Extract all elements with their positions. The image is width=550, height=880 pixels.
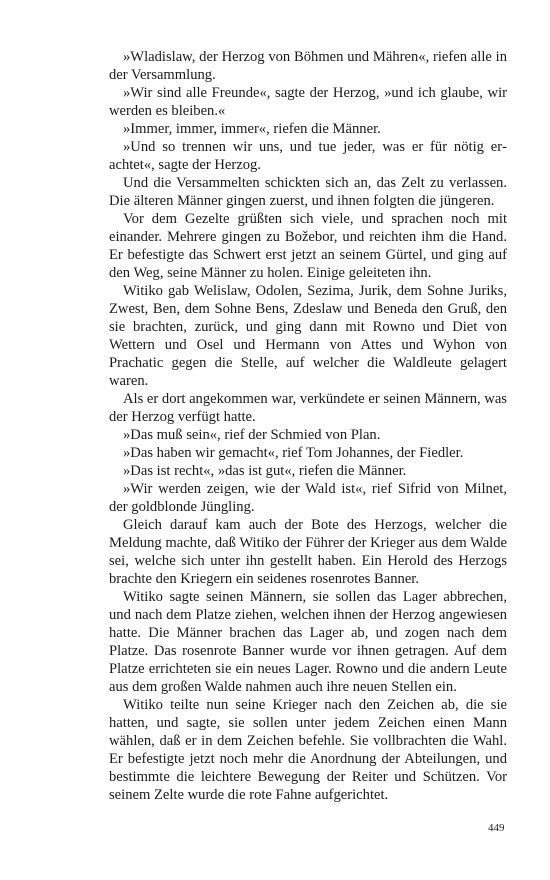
paragraph-5: Und die Versammelten schickten sich an, das Zelt zu verlassen. Die älteren Männer gingen zuerst, und ihnen folgten die jüngeren. xyxy=(109,175,507,209)
paragraph-11: »Das ist recht«, »das ist gut«, riefen die Männer. xyxy=(123,463,407,479)
paragraph-7: Witiko gab Welislaw, Odolen, Sezima, Jurik, dem Sohne Juriks, Zwest, Ben, dem Sohne Bens, Zdeslaw und Beneda den Gruß, den sie brachten, zurück, und ging dann mit Rowno und Diet von Wettern und Osel und Hermann von Attes und Wyhon von Prachatic gegen die Stelle, auf welcher die Waldleute gelagert waren. xyxy=(109,283,507,389)
paragraph-6: Vor dem Gezelte grüßten sich viele, und sprachen noch mit einander. Mehrere gingen zu Božebor, und reichten ihm die Hand. Er befestigte das Schwert erst jetzt an seinem Gürtel, und ging auf den Weg, seine Männer zu holen. Einige geleiteten ihn. xyxy=(109,211,507,281)
paragraph-12: »Wir werden zeigen, wie der Wald ist«, rief Sifrid von Milnet, der goldblonde Jüngling. xyxy=(109,481,507,515)
paragraph-8: Als er dort angekommen war, verkündete er seinen Männern, was der Herzog verfügt hatte. xyxy=(109,391,507,425)
text-block xyxy=(109,48,507,804)
paragraph-10: »Das haben wir gemacht«, rief Tom Johannes, der Fiedler. xyxy=(123,445,464,461)
paragraph-15: Witiko teilte nun seine Krieger nach den Zeichen ab, die sie hatten, und sagte, sie sollen unter jedem Zeichen einen Mann wählen, daß er in dem Zeichen befehle. Sie vollbrachten die Wahl. Er befestigte jetzt noch mehr die Anordnung der Abteilungen, und bestimmte die leichtere Bewegung der Reiter und Schützen. Vor seinem Zelte wurde die rote Fahne aufgerichtet. xyxy=(109,697,507,803)
paragraph-4: »Und so trennen wir uns, und tue jeder, was er für nötig erachtet«, sagte der Herzog. xyxy=(109,139,507,173)
page-number: 449 xyxy=(488,822,505,834)
paragraph-14: Witiko sagte seinen Männern, sie sollen das Lager abbrechen, und nach dem Platze ziehen, welchen ihnen der Herzog angewiesen hatte. Die Männer brachen das Lager ab, und zogen nach dem Platze. Das rosenrote Banner wurde vor ihnen getragen. Auf dem Platze errichteten sie ein neues Lager. Rowno und die andern Leute aus dem großen Walde nahmen auch ihre neuen Stellen ein. xyxy=(109,589,507,695)
paragraph-9: »Das muß sein«, rief der Schmied von Plan. xyxy=(123,427,381,443)
paragraph-1: »Wladislaw, der Herzog von Böhmen und Mähren«, riefen alle in der Versammlung. xyxy=(109,49,507,83)
page-body xyxy=(109,48,507,804)
paragraph-3: »Immer, immer, immer«, riefen die Männer. xyxy=(123,121,381,137)
paragraph-13: Gleich darauf kam auch der Bote des Herzogs, welcher die Meldung machte, daß Witiko der Führer der Krieger aus dem Walde sei, welche sich unter ihn gestellt haben. Ein Herold des Herzogs brachte den Kriegern ein seidenes rosenrotes Banner. xyxy=(109,517,507,587)
paragraph-2: »Wir sind alle Freunde«, sagte der Herzog, »und ich glaube, wir werden es bleiben.« xyxy=(109,85,507,119)
